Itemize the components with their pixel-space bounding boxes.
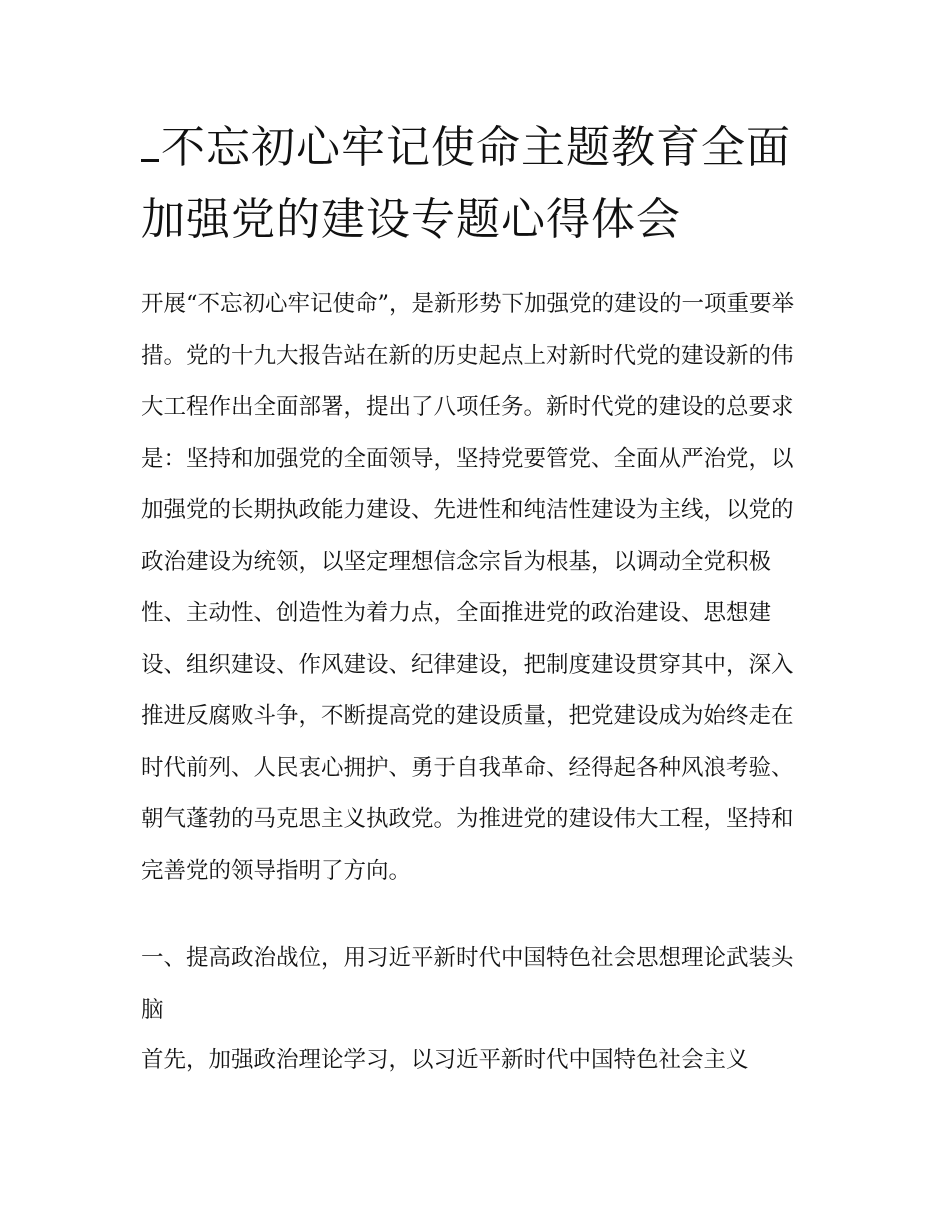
section-paragraph-1: 首先，加强政治理论学习，以习近平新时代中国特色社会主义 (141, 1047, 749, 1073)
title-text: 不忘初心牢记使命主题教育全面加强党的建设专题心得体会 (141, 122, 791, 245)
document-title (141, 112, 811, 256)
intro-paragraph: 开展“不忘初心牢记使命”，是新形势下加强党的建设的一项重要举措。党的十九大报告站在新的历史起点上对新时代党的建设新的伟大工程作出全面部署，提出了八项任务。新时代党的建设的总要求是：坚持和加强党的全面领导，坚持党要管党、全面从严治党，以加强党的长期执政能力建设、先进性和纯洁性建设为主线，以党的政治建设为统领，以坚定理想信念宗旨为根基，以调动全党积极性、主动性、创造性为着力点，全面推进党的政治建设、思想建设、组织建设、作风建设、纪律建设，把制度建设贯穿其中，深入推进反腐败斗争，不断提高党的建设质量，把党建设成为始终走在时代前列、人民衷心拥护、勇于自我革命、经得起各种风浪考验、朝气蓬勃的马克思主义执政党。为推进党的建设伟大工程，坚持和完善党的领导指明了方向。 (141, 291, 795, 884)
section-heading-1: 一、提高政治战位，用习近平新时代中国特色社会思想理论武装头脑 (141, 945, 794, 1023)
title-underscore-mark (141, 129, 159, 162)
